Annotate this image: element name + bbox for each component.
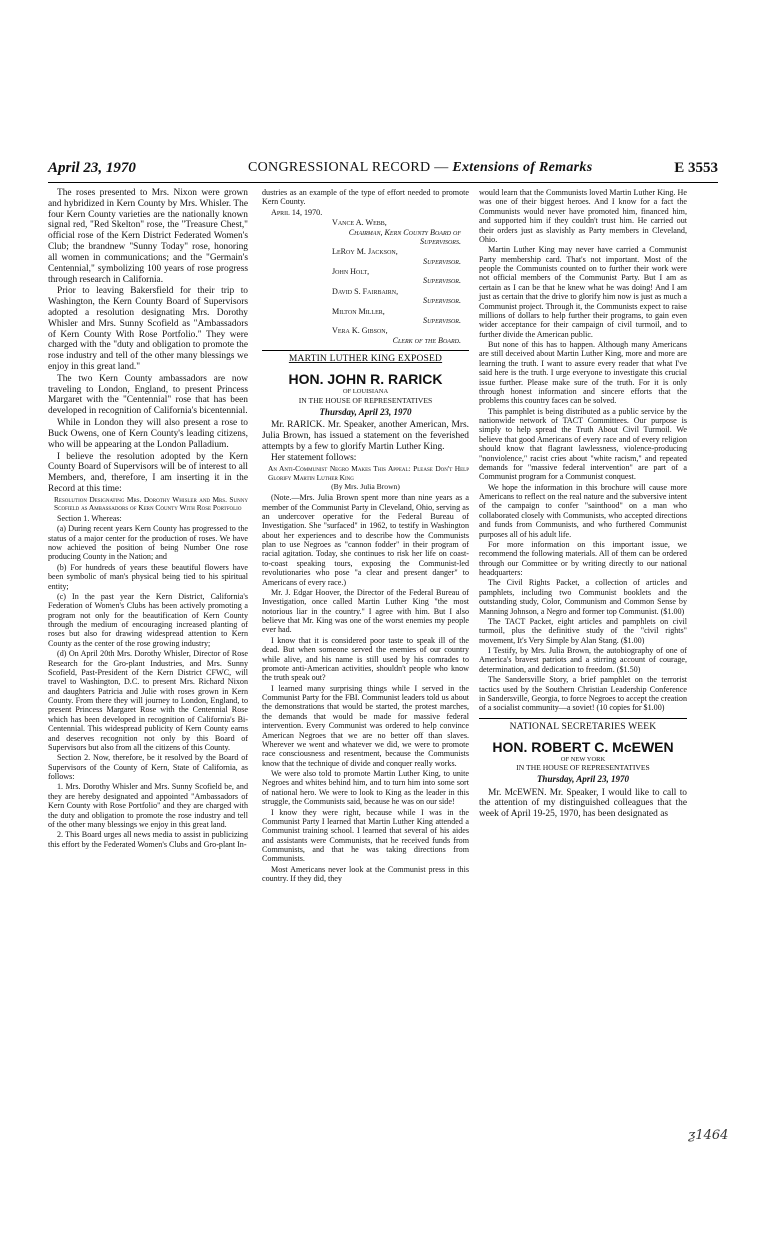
header-date: April 23, 1970 bbox=[48, 160, 136, 176]
column-2 bbox=[262, 188, 469, 885]
paragraph: Martin Luther King may never have carried a Communist Party membership card. That's not important. Most of the people the Communists counted on to further their work were not official members of the Communist Party. But I am as certain as I can be that he knew what he was doing! And I am just as certain that the drive to glorify him now is just as much a Communist project. Through it, the Communists expect to raise millions of dollars to help further their programs, to gain even wider acceptance for their campaign of civil turmoil, and to further divide the American public. bbox=[479, 245, 687, 339]
paragraph: Her statement follows: bbox=[271, 453, 357, 464]
byline: (By Mrs. Julia Brown) bbox=[331, 482, 400, 492]
paragraph: I believe the resolution adopted by the Kern County Board of Supervisors will be of interest to all Members, and, therefore, I am inserting it in the Record at this time: bbox=[48, 451, 248, 494]
section-title: NATIONAL SECRETARIES WEEK bbox=[509, 721, 657, 732]
signature bbox=[262, 307, 469, 326]
paragraph: Section 1. Whereas: bbox=[57, 513, 122, 523]
signer-name: Vera K. Gibson, bbox=[332, 326, 388, 336]
member-state: OF NEW YORK bbox=[560, 755, 606, 763]
member-name: HON. JOHN R. RARICK bbox=[288, 371, 443, 388]
signer-role: Supervisor. bbox=[423, 276, 461, 286]
paragraph: (d) On April 20th Mrs. Dorothy Whisler, Director of Rose Research for the Gro-plant Industries, and Mrs. Sunny Scofield, Past-President of the Kern District CFWC, will travel to Washington, D.C. to present Mrs. Richard Nixon and daughters Patricia and Julie with roses grown in Kern County. From there they will journey to London, England, to present Princess Margaret Rose with the Centennial Rose which has been developed in recognition of California's Bi-Centennial. This widespread publicity of Kern County earns and deserves recognition not only by this Board of Supervisors but also from all the citizens of this County. bbox=[48, 649, 248, 752]
paragraph: (b) For hundreds of years these beautiful flowers have been symbolic of man's physical being tied to his spiritual entity; bbox=[48, 562, 248, 591]
signer-name: Milton Miller, bbox=[332, 306, 385, 316]
paragraph: For more information on this important issue, we recommend the following materials. All of them can be ordered through our Committee or by writing directly to our national headquarters: bbox=[479, 539, 687, 577]
section-title: MARTIN LUTHER KING EXPOSED bbox=[288, 354, 443, 364]
column-1 bbox=[48, 188, 248, 850]
publication-name: CONGRESSIONAL RECORD bbox=[248, 160, 431, 175]
resolution-date: April 14, 1970. bbox=[271, 207, 323, 217]
signer-name: John Holt, bbox=[332, 267, 370, 276]
paragraph: The roses presented to Mrs. Nixon were grown and hybridized in Kern County by Mrs. Whisler. The four Kern County varieties are the nationally known signal red, "Red Skelton" rose, the "Treasure Chest," official rose of the Kern District Federated Women's Club; the brandnew "Sunny Today" rose, honoring all women in communications; and the "Germain's Centennial," symbolizing 100 years of rose progress through research in California. bbox=[48, 188, 248, 285]
divider bbox=[262, 350, 469, 351]
chamber: IN THE HOUSE OF REPRESENTATIVES bbox=[298, 395, 433, 405]
paragraph: We hope the information in this brochure will cause more Americans to reflect on the real nature and the subversive intent of the campaign to confer "sainthood" on a man who collaborated closely with Communists, who accepted directions and funds from Communists, and who furthered Communist purposes all of his adult life. bbox=[479, 482, 687, 539]
paragraph: dustries as an example of the type of effort needed to promote Kern County. bbox=[262, 188, 469, 207]
paragraph: Mr. RARICK. Mr. Speaker, another American, Mrs. Julia Brown, has issued a statement on the feverished attempts by a few to glorify Martin Luther King. bbox=[262, 420, 469, 452]
statement-title: An Anti-Communist Negro Makes This Appeal: Please Don't Help Glorify Martin Luther King bbox=[268, 464, 469, 482]
paragraph: The TACT Packet, eight articles and pamphlets on civil turmoil, plus the definitive study of the "civil rights" movement, It's Very Simple by Alan Stang. ($1.00) bbox=[479, 616, 687, 645]
session-date: Thursday, April 23, 1970 bbox=[319, 406, 412, 417]
paragraph: I Testify, by Mrs. Julia Brown, the autobiography of one of America's bravest patriots and a stirring account of courage, determination, and dedication to freedom. ($1.50) bbox=[479, 646, 687, 674]
paragraph: Prior to leaving Bakersfield for their trip to Washington, the Kern County Board of Supervisors adopted a resolution designating Mrs. Dorothy Whisler and Mrs. Sunny Scofield as "Ambassadors of Kern County With Rose Portfolio." They were charged with the "duty and obligation to promote the rose industry and tell of the other many blessings we enjoy in this great land." bbox=[48, 286, 248, 372]
header-title: CONGRESSIONAL RECORD — Extensions of Remarks bbox=[248, 160, 593, 175]
paragraph: I learned many surprising things while I served in the Communist Party for the FBI. Communist leaders told us about the demonstrations that would be started, the protest marches, the demands that would be made for massive federal intervention. Every Communist was ordered to help convince American Negroes that we are no better off than slaves. Wherever we went and whatever we did, we were to promote race consciousness and resentment, because the Communists know that the technique of divide and conquer really works. bbox=[262, 683, 469, 768]
paragraph: would learn that the Communists loved Martin Luther King. He was one of their biggest heroes. And I know for a fact the Communists would never have promoted him, financed him, and supported him if they couldn't trust him. He carried out their orders just as slavishly as Party members in Cleveland, Ohio. bbox=[479, 188, 687, 244]
divider bbox=[479, 718, 687, 719]
paragraph: The two Kern County ambassadors are now traveling to London, England, to present Princess Margaret with the "Centennial" rose that has been developed in recognition of California's bicentennial. bbox=[48, 373, 248, 417]
paragraph: Most Americans never look at the Communist press in this country. If they did, they bbox=[262, 864, 469, 884]
signer-role: Supervisor. bbox=[423, 256, 461, 266]
session-date: Thursday, April 23, 1970 bbox=[536, 774, 630, 785]
section-name: Extensions of Remarks bbox=[452, 160, 593, 175]
signer-role: Supervisor. bbox=[423, 315, 461, 325]
resolution-title: Resolution Designating Mrs. Dorothy Whisler and Mrs. Sunny Scofield as Ambassadors of Kern County With Rose Portfolio bbox=[54, 494, 248, 513]
paragraph: The Civil Rights Packet, a collection of articles and pamphlets, including two Communist booklets and the outstanding study, Color, Communism and Common Sense by Manning Johnson, a Negro and former top Communist. ($1.00) bbox=[479, 578, 687, 616]
paragraph: But none of this has to happen. Although many Americans are still deceived about Martin Luther King, more and more are learning the truth. I want to assure every reader that what I've said here is the truth. I urge everyone to investigate this crucial issue further. Please make sure of the truth. For it is only through honest information and sincere efforts that the problems this country faces can be solved. bbox=[479, 340, 687, 406]
paragraph: (c) In the past year the Kern District, California's Federation of Women's Clubs has been actively promoting a program not only for the beautification of Kern County through the medium of encouraging increased planting of roses but also for drawing widespread attention to Kern County as the center of the rose growing industry; bbox=[48, 591, 248, 648]
signature-block bbox=[262, 218, 469, 345]
paragraph: The Sandersville Story, a brief pamphlet on the terrorist tactics used by the Southern Christian Leadership Conference in Sandersville, Georgia, to force Negroes to accept the creation of a socialist community—a soviet! (10 copies for $1.00) bbox=[479, 675, 687, 713]
signer-name: LeRoy M. Jackson, bbox=[332, 247, 398, 257]
paragraph: We were also told to promote Martin Luther King, to unite Negroes and whites behind him, and to turn him into some sort of national hero. We were to look to King as the leader in this struggle, the Communists said, because he was on our side! bbox=[262, 769, 469, 807]
signer-role: Supervisor. bbox=[423, 296, 461, 306]
signature bbox=[262, 218, 469, 246]
signature bbox=[262, 247, 469, 266]
paragraph: I know they were right, because while I was in the Communist Party I learned that Martin Luther King attended a Communist training school. I learned that several of his aides and assistants were Communists, that he received funds from Communists, and that he was taking directions from Communists. bbox=[262, 807, 469, 864]
signer-name: David S. Fairbairn, bbox=[332, 286, 399, 296]
paragraph: This pamphlet is being distributed as a public service by the nationwide network of TACT Committees. Our purpose is simply to help spread the Truth About Civil Turmoil. We believe that good Americans of every race and of every religion should know that flagrant lawlessness, violence-producing "nonviolence," racist cries about "white racism," and repeated demands for "massive federal intervention" are part of a Communist program for a Communist conquest. bbox=[479, 406, 687, 482]
page-header bbox=[48, 160, 718, 183]
signature bbox=[262, 326, 469, 345]
paragraph: I know that it is considered poor taste to speak ill of the dead. But when someone served the enemies of our country while alive, and his name is still used by his comrades to promote anti-American activities, shouldn't people who know the truth speak out? bbox=[262, 635, 469, 683]
signature bbox=[262, 287, 469, 306]
paragraph: Mr. J. Edgar Hoover, the Director of the Federal Bureau of Investigation, once called Martin Luther King "the most notorious liar in the country." I agree with him. But I also believe that Mr. King was one of the worst enemies my people ever had. bbox=[262, 587, 469, 635]
paragraph: Mr. McEWEN. Mr. Speaker, I would like to call to the attention of my distinguished colleagues that the week of April 19-25, 1970, has been designated as bbox=[479, 787, 687, 820]
paragraph: 2. This Board urges all news media to assist in publicizing this effort by the Federated Women's Clubs and Gro-plant In- bbox=[48, 830, 248, 849]
paragraph: (Note.—Mrs. Julia Brown spent more than nine years as a member of the Communist Party in Cleveland, Ohio, serving as an undercover operative for the Federal Bureau of Investigation. She "surfaced" in 1962, to testify in Washington about her experiences and to describe how the Communists plan to use Negroes as "cannon fodder" in their program of racial agitation. Today, she continues to risk her life on coast-to-coast speaking tours, exposing the Communist-led revolutionaries who pose "a clear and present danger" to Americans of every race.) bbox=[262, 493, 469, 587]
handwritten-note: ƺ1464 bbox=[688, 1128, 729, 1143]
signer-role: Chairman, Kern County Board of Supervisors. bbox=[348, 227, 461, 246]
member-state: OF LOUISIANA bbox=[342, 388, 389, 396]
paragraph: Section 2. Now, therefore, be it resolved by the Board of Supervisors of the County of Kern, State of California, as follows: bbox=[48, 753, 248, 782]
signature bbox=[262, 267, 469, 286]
signer-name: Vance A. Webb, bbox=[332, 218, 387, 228]
signer-role: Clerk of the Board. bbox=[392, 335, 461, 345]
chamber: IN THE HOUSE OF REPRESENTATIVES bbox=[516, 763, 650, 773]
paragraph: While in London they will also present a rose to Buck Owens, one of Kern County's leading citizens, who will be appearing at the London Palladium. bbox=[48, 418, 248, 450]
column-3 bbox=[479, 188, 687, 821]
page-number: E 3553 bbox=[674, 160, 718, 176]
member-name: HON. ROBERT C. McEWEN bbox=[492, 738, 674, 755]
paragraph: 1. Mrs. Dorothy Whisler and Mrs. Sunny Scofield be, and they are hereby designated and appointed "Ambassadors of Kern County with Rose Portfolio" and they are charged with the duty and obligation to promote the rose industry and tell of the other many blessings we enjoy in this great land. bbox=[48, 782, 248, 829]
paragraph: (a) During recent years Kern County has progressed to the status of a major center for the production of roses. We have now achieved the position of being Number One rose producing County in the Nation; and bbox=[48, 524, 248, 562]
